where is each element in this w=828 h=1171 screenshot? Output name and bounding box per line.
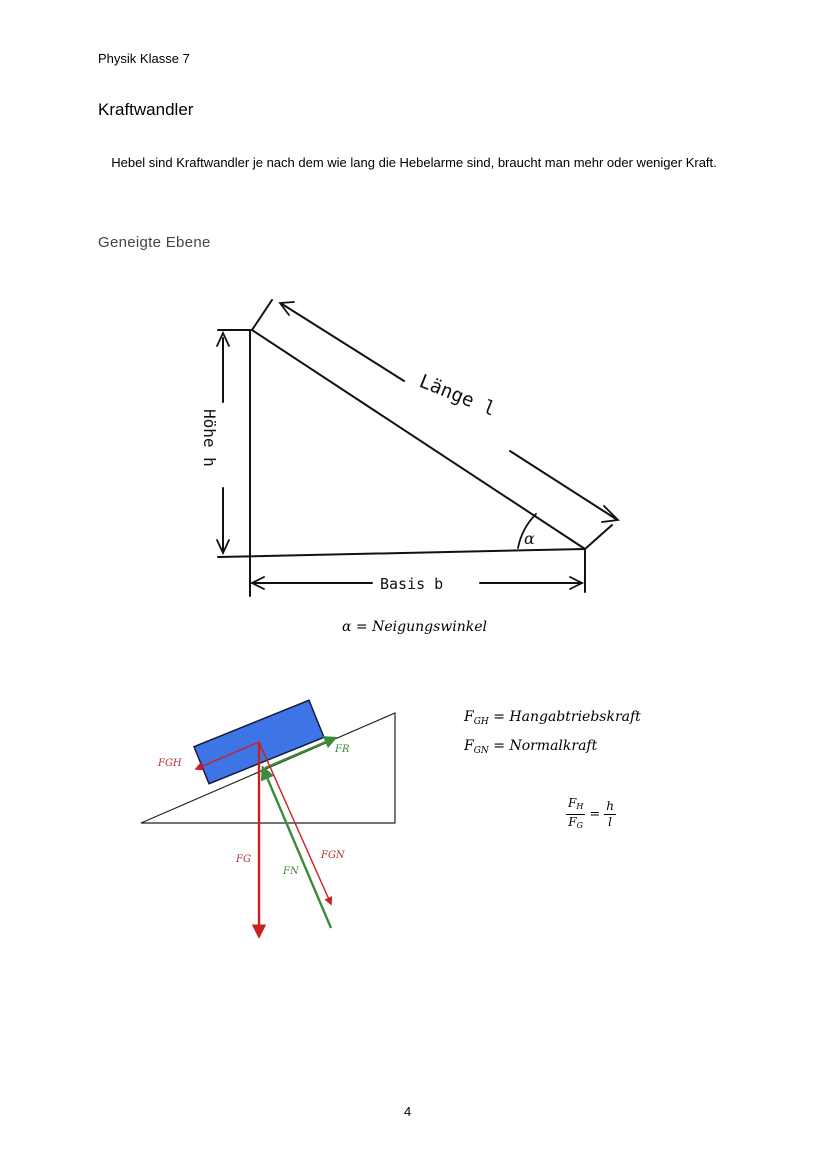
- fr-diagram-label: FR: [335, 744, 350, 755]
- ratio-formula: [566, 796, 616, 833]
- fg-diagram-label: FG: [236, 854, 251, 865]
- formula-num-f: F: [568, 796, 577, 810]
- caption-word: Neigungswinkel: [372, 619, 487, 635]
- formula-num-sub: H: [576, 802, 584, 811]
- fgh-diagram-label: FGH: [158, 758, 182, 769]
- length-fraction: [604, 799, 616, 830]
- formula-num-h: h: [606, 799, 614, 813]
- fgh-def-equals: =: [493, 709, 505, 725]
- angle-caption: [342, 619, 487, 635]
- formula-equals: =: [589, 807, 601, 822]
- caption-equals: =: [355, 619, 368, 635]
- fn-arrow: [263, 768, 331, 928]
- incline-sketch: [217, 300, 618, 596]
- fgh-def-sub: GH: [473, 717, 489, 727]
- formula-den-l: l: [608, 815, 612, 829]
- fgh-def-word: Hangabtriebskraft: [509, 709, 641, 725]
- fgn-def-equals: =: [493, 738, 505, 754]
- fgn-def-symbol: F: [464, 738, 474, 754]
- page-number: 4: [404, 1104, 412, 1119]
- page-header: Physik Klasse 7: [98, 51, 190, 66]
- laenge-label: Länge l: [416, 370, 499, 421]
- fgn-def-word: Normalkraft: [509, 738, 598, 754]
- intro-paragraph: Hebel sind Kraftwandler je nach dem wie lang die Hebelarme sind, braucht man mehr oder weniger Kraft.: [111, 155, 717, 170]
- formula-den-sub: G: [576, 821, 584, 830]
- basis-label: Basis b: [380, 575, 444, 593]
- sketch-base-side: [218, 549, 585, 557]
- angle-alpha-label: α: [524, 529, 535, 548]
- section-title: Kraftwandler: [98, 100, 194, 119]
- caption-symbol: α: [342, 619, 352, 635]
- fgh-definition: [464, 709, 641, 727]
- force-fraction: [566, 796, 585, 833]
- fgn-diagram-label: FGN: [321, 850, 345, 861]
- hoehe-label: Höhe h: [200, 409, 219, 467]
- force-diagram: [141, 700, 395, 936]
- subsection-heading: Geneigte Ebene: [98, 234, 211, 251]
- fn-diagram-label: FN: [283, 866, 299, 877]
- fgh-def-symbol: F: [464, 709, 474, 725]
- formula-den-f: F: [568, 815, 577, 829]
- length-dimension-line: [282, 304, 404, 381]
- fgn-definition: [464, 738, 597, 756]
- fgn-def-sub: GN: [473, 746, 489, 756]
